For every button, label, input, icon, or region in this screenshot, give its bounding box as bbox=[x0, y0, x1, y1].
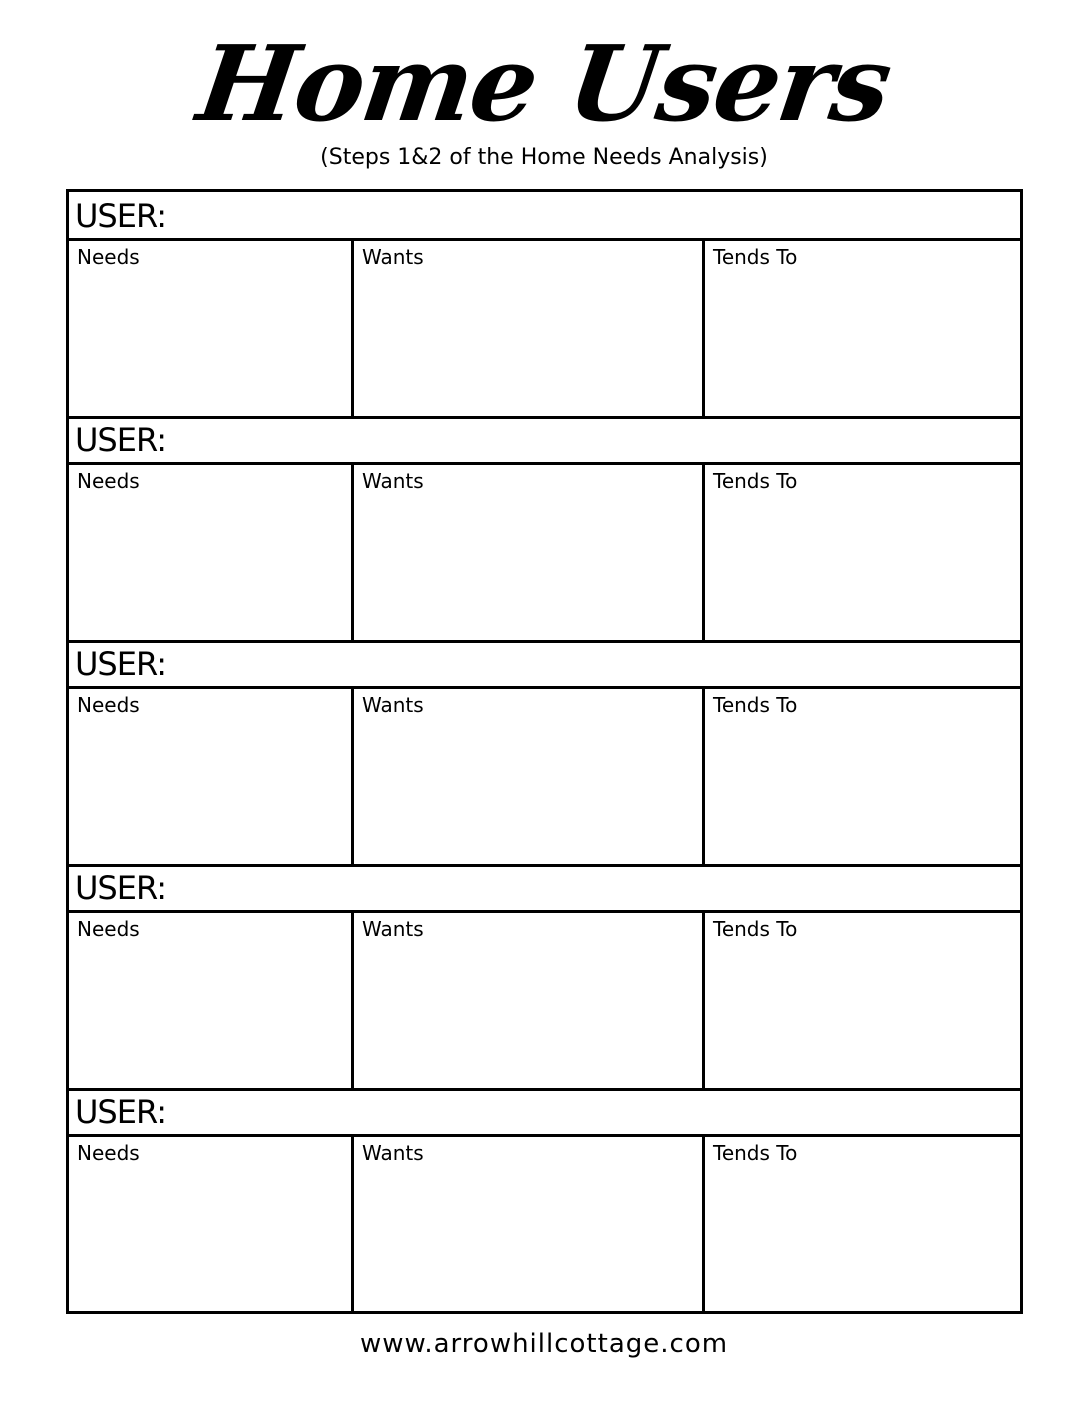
wants-label: Wants bbox=[362, 1141, 424, 1165]
user-section-3 bbox=[69, 640, 1020, 864]
tends-to-box[interactable] bbox=[705, 689, 1020, 864]
tends-to-label: Tends To bbox=[713, 1141, 798, 1165]
tends-to-label: Tends To bbox=[713, 469, 798, 493]
user-section-2 bbox=[69, 416, 1020, 640]
wants-box[interactable] bbox=[354, 1137, 705, 1312]
user-name-row[interactable] bbox=[69, 1088, 1020, 1137]
user-section-1 bbox=[69, 192, 1020, 416]
user-section-4 bbox=[69, 864, 1020, 1088]
wants-box[interactable] bbox=[354, 241, 705, 416]
user-label: USER: bbox=[75, 645, 166, 683]
needs-label: Needs bbox=[77, 245, 140, 269]
needs-box[interactable] bbox=[69, 241, 354, 416]
needs-label: Needs bbox=[77, 917, 140, 941]
user-label: USER: bbox=[75, 869, 166, 907]
needs-box[interactable] bbox=[69, 689, 354, 864]
tends-to-label: Tends To bbox=[713, 693, 798, 717]
needs-box[interactable] bbox=[69, 1137, 354, 1312]
wants-box[interactable] bbox=[354, 465, 705, 640]
user-name-row[interactable] bbox=[69, 640, 1020, 689]
tends-to-box[interactable] bbox=[705, 465, 1020, 640]
user-name-row[interactable] bbox=[69, 192, 1020, 241]
user-label: USER: bbox=[75, 1093, 166, 1131]
page-title: Home Users bbox=[191, 22, 898, 145]
tends-to-label: Tends To bbox=[713, 245, 798, 269]
user-label: USER: bbox=[75, 421, 166, 459]
wants-box[interactable] bbox=[354, 689, 705, 864]
needs-label: Needs bbox=[77, 693, 140, 717]
tends-to-box[interactable] bbox=[705, 913, 1020, 1088]
page-subtitle: (Steps 1&2 of the Home Needs Analysis) bbox=[320, 145, 768, 170]
needs-label: Needs bbox=[77, 469, 140, 493]
tends-to-box[interactable] bbox=[705, 1137, 1020, 1312]
user-label: USER: bbox=[75, 197, 166, 235]
wants-label: Wants bbox=[362, 693, 424, 717]
tends-to-label: Tends To bbox=[713, 917, 798, 941]
needs-box[interactable] bbox=[69, 465, 354, 640]
tends-to-box[interactable] bbox=[705, 241, 1020, 416]
needs-label: Needs bbox=[77, 1141, 140, 1165]
needs-box[interactable] bbox=[69, 913, 354, 1088]
wants-label: Wants bbox=[362, 469, 424, 493]
footer-website: www.arrowhillcottage.com bbox=[359, 1329, 729, 1359]
wants-box[interactable] bbox=[354, 913, 705, 1088]
user-name-row[interactable] bbox=[69, 416, 1020, 465]
wants-label: Wants bbox=[362, 917, 424, 941]
user-name-row[interactable] bbox=[69, 864, 1020, 913]
user-section-5 bbox=[69, 1088, 1020, 1312]
home-users-worksheet bbox=[66, 189, 1023, 1314]
wants-label: Wants bbox=[362, 245, 424, 269]
